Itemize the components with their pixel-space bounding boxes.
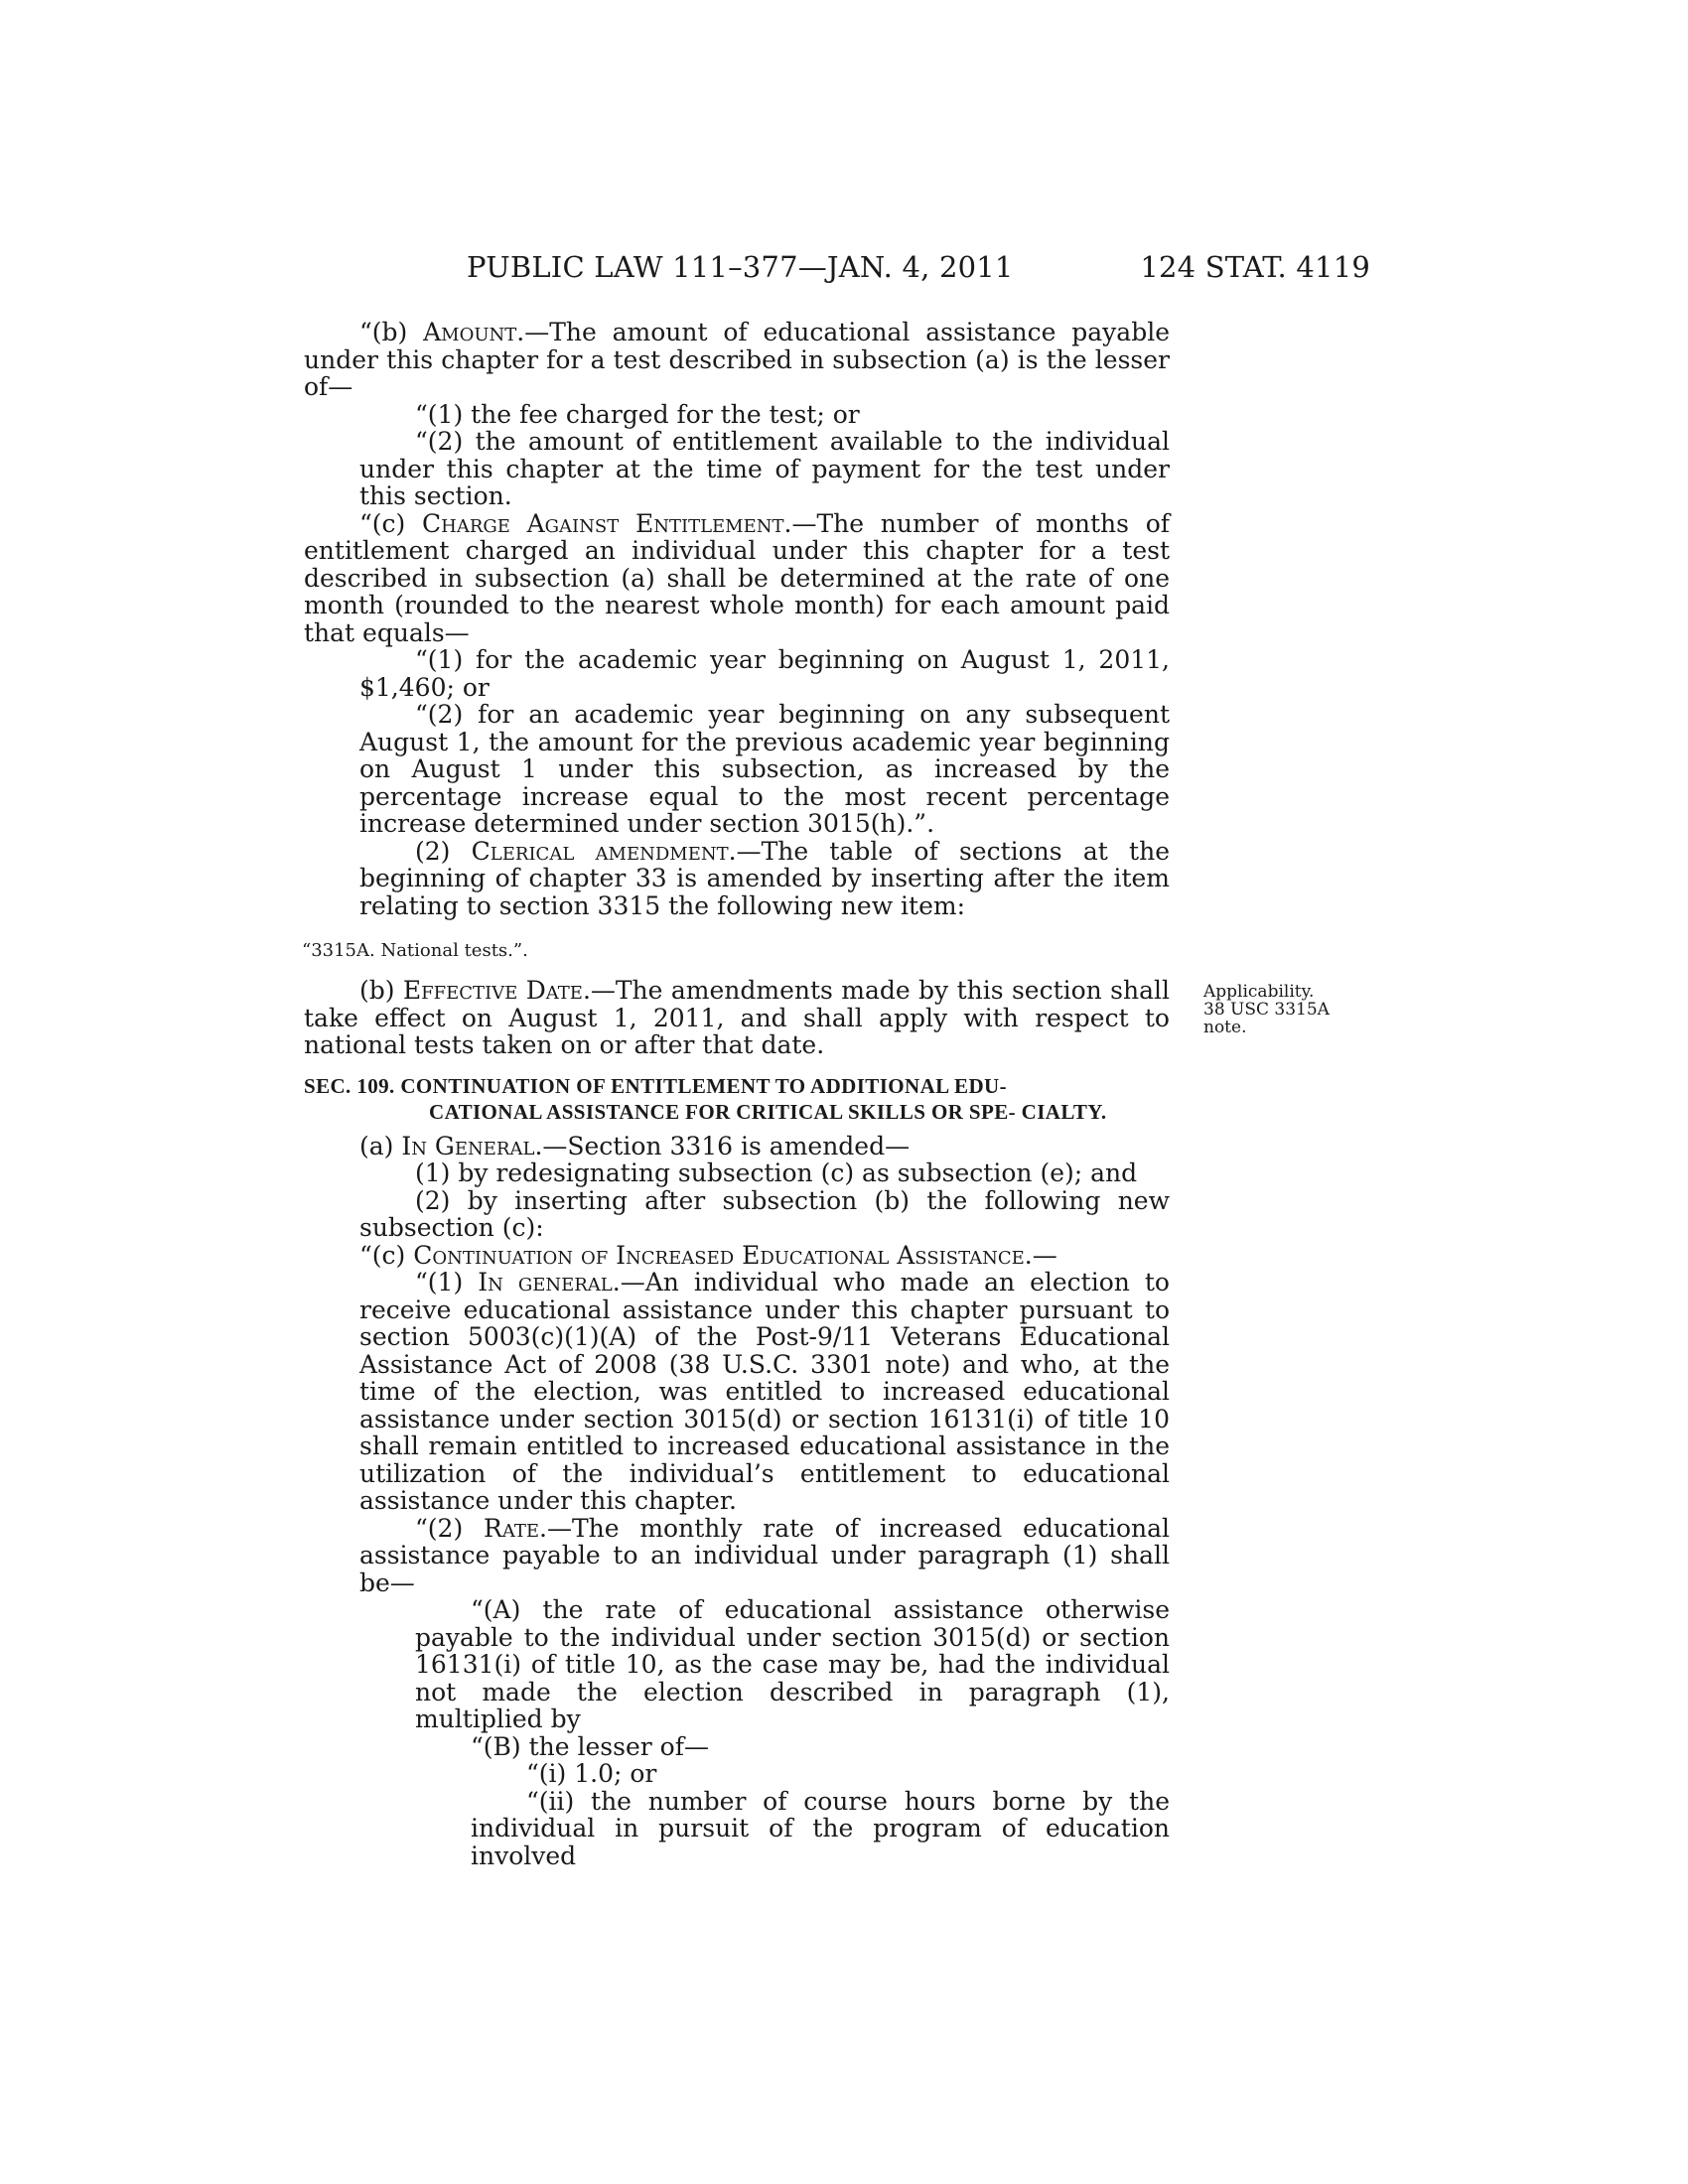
subsection-b-amount: “(b) Amount.—The amount of educational assistance payable under this chapter for a test described in subsection (a) is the lesser of— <box>304 318 1170 401</box>
subsection-heading: Continuation of Increased Educational Assistance <box>413 1240 1025 1270</box>
subparagraph-A: “(A) the rate of educational assistance otherwise payable to the individual under section 3015(d) or section 16131(i) of title 10, as the case may be, had the individual not made the election described in paragraph (1), multiplied by <box>415 1595 1170 1733</box>
paragraph-heading: Rate <box>484 1513 539 1543</box>
paragraph-c2: “(2) for an academic year beginning on any subsequent August 1, the amount for the previous academic year beginning on August 1 under this subsection, as increased by the percentage increase equal to the most recent percentage increase determined under section 3015(h).”. <box>359 700 1170 838</box>
section-number: SEC. 109. <box>304 1073 401 1098</box>
margin-note-line: 38 USC 3315A <box>1203 1000 1330 1020</box>
section-title-continued: CATIONAL ASSISTANCE FOR CRITICAL SKILLS OR SPE- CIALTY. <box>429 1099 1107 1124</box>
section-title: CONTINUATION OF ENTITLEMENT TO ADDITIONAL EDU- <box>400 1073 1007 1098</box>
clerical-amendment: (2) Clerical amendment.—The table of sections at the beginning of chapter 33 is amended by inserting after the item relating to section 3315 the following new item: <box>359 836 1170 920</box>
paragraph-b1: “(1) the fee charged for the test; or <box>415 399 860 429</box>
subsection-heading: Effective Date <box>402 976 583 1005</box>
clause-i: “(i) 1.0; or <box>526 1759 657 1788</box>
subsection-heading: In General <box>401 1131 535 1160</box>
running-head: PUBLIC LAW 111–377—JAN. 4, 2011 <box>467 250 1014 284</box>
subsection-a-general: (a) In General.—Section 3316 is amended— <box>359 1131 911 1160</box>
subsection-heading: Charge Against Entitlement <box>422 508 784 538</box>
paragraph-b2: “(2) the amount of entitlement available to the individual under this chapter at the time of payment for the test under this section. <box>359 427 1170 510</box>
clause-ii: “(ii) the number of course hours borne by the individual in pursuit of the program of education involved <box>471 1786 1170 1870</box>
paragraph-general-1: “(1) In general.—An individual who made an election to receive educational assistance under this chapter pursuant to section 5003(c)(1)(A) of the Post-9/11 Veterans Educational Assistance Act of 2008 (38 U.S.C. 3301 note) and who, at the time of the election, was entitled to increased educational assistance under section 3015(d) or section 16131(i) of title 10 shall remain entitled to increased educational assistance in the utilization of the individual’s entitlement to educational assistance under this chapter. <box>359 1268 1170 1515</box>
paragraph-a1: (1) by redesignating subsection (c) as subsection (e); and <box>415 1159 1138 1187</box>
paragraph-rate-2: “(2) Rate.—The monthly rate of increased educational assistance payable to an individual under paragraph (1) shall be— <box>359 1513 1171 1597</box>
subsection-heading: Clerical amendment <box>471 836 729 866</box>
subsection-c-continuation: “(c) Continuation of Increased Educational Assistance.— <box>359 1240 1057 1270</box>
paragraph-a2: (2) by inserting after subsection (b) the following new subsection (c): <box>359 1185 1170 1242</box>
statute-citation: 124 STAT. 4119 <box>1140 250 1370 284</box>
subsection-c-charge: “(c) Charge Against Entitlement.—The number of months of entitlement charged an individual under this chapter for a test described in subsection (a) shall be determined at the rate of one month (rounded to the nearest whole month) for each amount paid that equals— <box>304 508 1170 647</box>
table-of-sections-item: “3315A. National tests.”. <box>302 940 528 961</box>
section-heading <box>304 1073 1170 1125</box>
paragraph-c1: “(1) for the academic year beginning on August 1, 2011, $1,460; or <box>359 645 1170 702</box>
subparagraph-B: “(B) the lesser of— <box>471 1731 709 1761</box>
document-body <box>304 319 1170 1869</box>
paragraph-heading: In general <box>478 1268 613 1297</box>
page-header <box>298 250 1370 290</box>
margin-note-line: note. <box>1203 1018 1247 1037</box>
effective-date: (b) Effective Date.—The amendments made by this section shall take effect on August 1, 2011, and shall apply with respect to national tests taken on or after that date. <box>304 976 1171 1059</box>
margin-note <box>1203 983 1362 1036</box>
margin-note-line: Applicability. <box>1203 982 1315 1002</box>
subsection-heading: Amount <box>423 318 517 346</box>
